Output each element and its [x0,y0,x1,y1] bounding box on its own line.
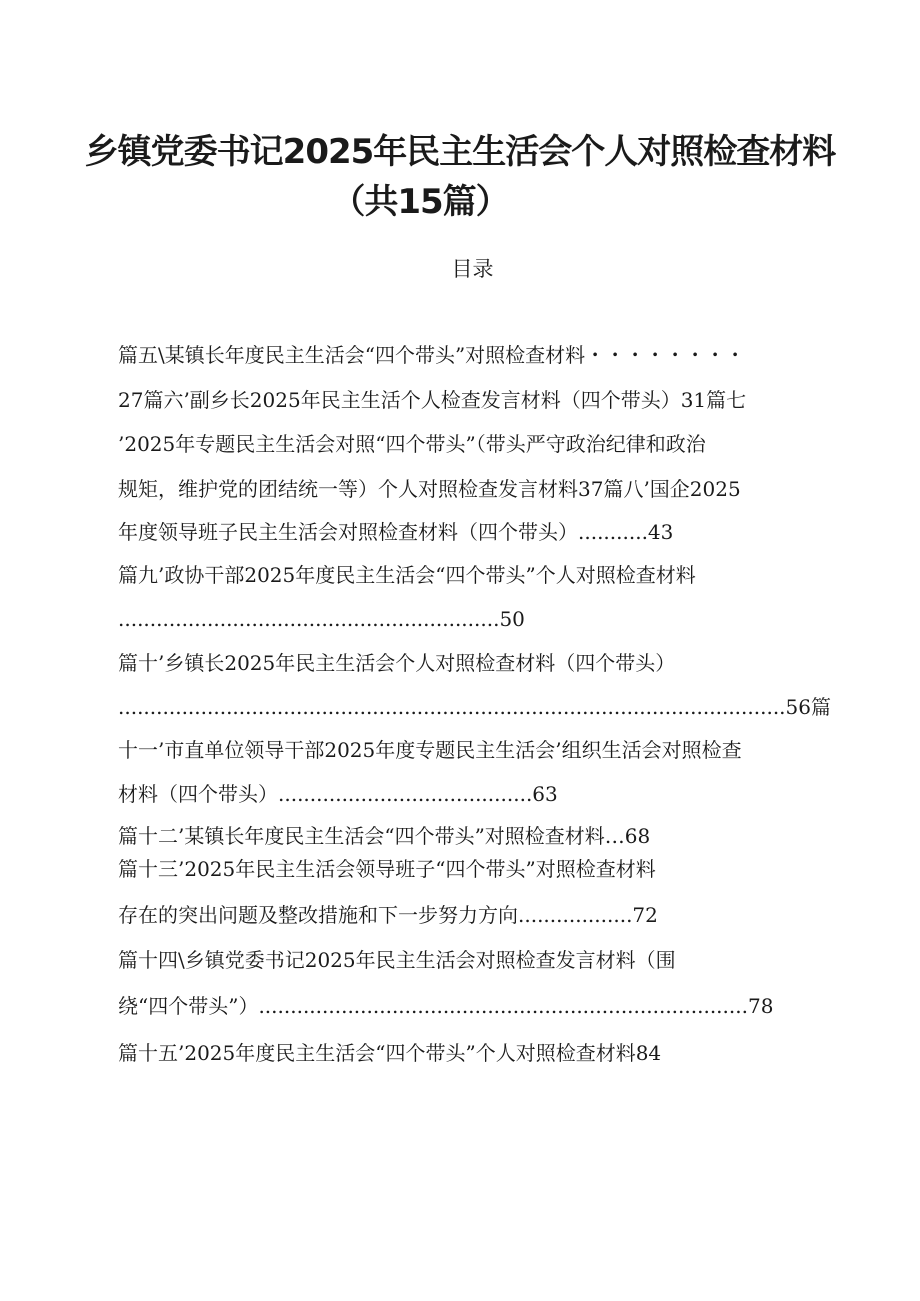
toc-line[interactable]: 篇十五’2025年度民主生活会“四个带头”个人对照检查材料84 [118,1041,662,1065]
toc-line[interactable]: 年度领导班子民主生活会对照检查材料（四个带头）...........43 [118,520,674,544]
toc-line[interactable]: 绕“四个带头”）.............................................................................78 [118,994,774,1018]
toc-line[interactable]: 27篇六’副乡长2025年民主生活个人检查发言材料（四个带头）31篇七 [118,388,747,412]
toc-line[interactable]: 规矩，维护党的团结统一等）个人对照检查发言材料37篇八’国企2025 [118,477,741,501]
toc-line[interactable]: 篇五\某镇长年度民主生活会“四个带头”对照检查材料・・・・・・・・ [118,343,746,367]
toc-line[interactable]: 篇十四\乡镇党委书记2025年民主生活会对照检查发言材料（围 [118,948,676,972]
toc-line[interactable]: .........................................................................................................56篇 [118,695,831,719]
toc-line[interactable]: 篇十三’2025年民主生活会领导班子“四个带头”对照检查材料 [118,857,656,881]
toc-line[interactable]: 十一’市直单位领导干部2025年度专题民主生活会’组织生活会对照检查 [118,738,742,762]
toc-line[interactable]: 篇九’政协干部2025年度民主生活会“四个带头”个人对照检查材料 [118,563,696,587]
toc-heading: 目录 [451,257,494,281]
toc-line[interactable]: ’2025年专题民主生活会对照“四个带头”（带头严守政治纪律和政治 [118,432,706,456]
toc-line[interactable]: 篇十二’某镇长年度民主生活会“四个带头”对照检查材料…68 [118,824,651,848]
toc-line[interactable]: 存在的突出问题及整改措施和下一步努力方向..................72 [118,903,658,927]
document-title: 乡镇党委书记2025年民主生活会个人对照检查材料 [84,132,836,172]
toc-line[interactable]: ............................................................50 [118,607,525,631]
toc-line[interactable]: 材料（四个带头）........................................63 [118,782,558,806]
toc-line[interactable]: 篇十’乡镇长2025年民主生活会个人对照检查材料（四个带头） [118,651,676,675]
document-subtitle: （共15篇） [331,182,509,222]
